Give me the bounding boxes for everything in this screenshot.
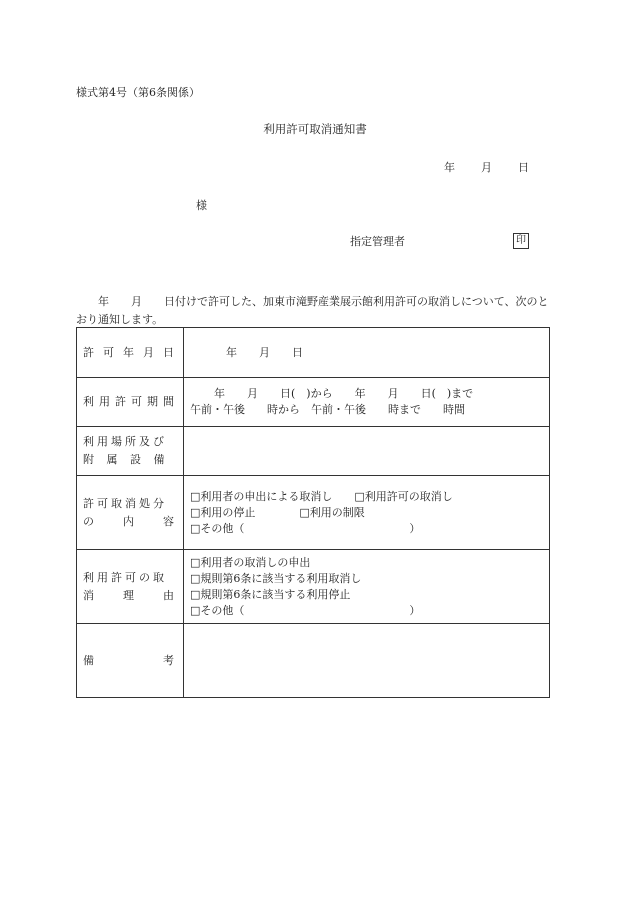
document-title: 利用許可取消通知書 xyxy=(263,122,367,136)
checkbox-option: □その他（ ） xyxy=(190,521,421,535)
checkbox-option: □その他（ ） xyxy=(190,603,421,617)
label-text: 許可取消処分 xyxy=(83,496,167,510)
addressee-suffix: 様 xyxy=(196,199,207,212)
table-row xyxy=(77,378,550,427)
label-text: 備 考 xyxy=(83,653,177,667)
label-text: 利 用 許 可 期 間 xyxy=(83,395,177,408)
label-text: 消 理 由 xyxy=(83,588,177,602)
label-revocation-reason xyxy=(77,550,184,624)
table-row xyxy=(77,476,550,550)
label-notes xyxy=(77,624,184,698)
sender-label: 指定管理者 xyxy=(350,235,405,248)
value-place-equipment xyxy=(184,427,550,476)
table-row xyxy=(77,328,550,378)
label-permit-date xyxy=(77,328,184,378)
table-row xyxy=(77,427,550,476)
checkbox-option: □利用者の取消しの申出 xyxy=(190,555,311,569)
label-permit-period xyxy=(77,378,184,427)
label-text: 利用場所及び xyxy=(83,435,167,448)
date-day-label: 日 xyxy=(518,161,529,174)
value-revocation-reason xyxy=(184,550,550,624)
label-place-equipment xyxy=(77,427,184,476)
table-row xyxy=(77,624,550,698)
value-revocation-action xyxy=(184,476,550,550)
value-notes xyxy=(184,624,550,698)
value-line: 午前・午後 時から 午前・午後 時まで 時間 xyxy=(190,403,465,416)
table-row xyxy=(77,550,550,624)
date-year-label: 年 xyxy=(444,161,455,174)
issue-date xyxy=(444,162,529,173)
date-month-label: 月 xyxy=(481,161,492,174)
checkbox-option: □規則第6条に該当する利用取消し xyxy=(190,571,362,585)
value-line: 年 月 日( )から 年 月 日( )まで xyxy=(214,387,474,400)
label-text: 許 可 年 月 日 xyxy=(83,345,177,359)
form-number: 様式第4号（第6条関係） xyxy=(76,86,200,99)
checkbox-option: □利用者の申出による取消し □利用許可の取消し xyxy=(190,489,453,503)
label-text: 附 属 設 備 xyxy=(83,453,168,466)
intro-paragraph: 年 月 日付けで許可した、加東市滝野産業展示館利用許可の取消しについて、次のとおり通知します。 xyxy=(76,295,549,326)
value-line: 年 月 日 xyxy=(226,345,303,359)
checkbox-option: □規則第6条に該当する利用停止 xyxy=(190,587,351,601)
label-text: 利用許可の取 xyxy=(83,570,167,584)
value-permit-period xyxy=(184,378,550,427)
label-revocation-action xyxy=(77,476,184,550)
seal-mark: 印 xyxy=(513,233,529,249)
notice-table xyxy=(76,327,550,698)
checkbox-option: □利用の停止 □利用の制限 xyxy=(190,505,365,519)
value-permit-date xyxy=(184,328,550,378)
label-text: の 内 容 xyxy=(83,514,177,528)
